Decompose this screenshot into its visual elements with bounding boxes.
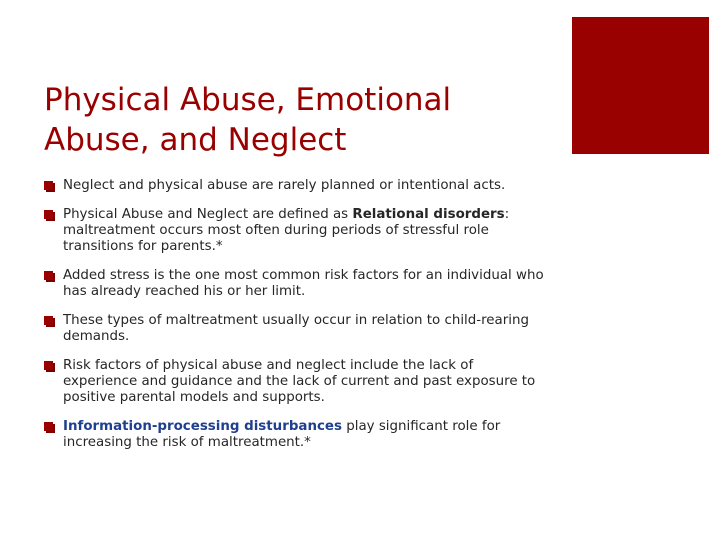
bullet-text: Risk factors of physical abuse and neglect include the lack of experience and guidance and the lack of current and past exposure to positive parental models and supports. [63, 358, 536, 405]
bullet-emphasis: Relational disorders [352, 207, 505, 222]
bullet-text-prefix: Physical Abuse and Neglect are defined as [63, 207, 353, 222]
slide-title-line-2: Abuse, and Neglect [44, 122, 347, 158]
bullet-item [44, 313, 544, 345]
bullet-item [44, 268, 544, 300]
bullet-text-suffix: play significant role for increasing the risk of maltreatment.* [63, 419, 501, 450]
bullet-item [44, 419, 544, 451]
square-bullet-icon [44, 181, 53, 190]
square-bullet-icon [44, 361, 53, 370]
bullet-text: Neglect and physical abuse are rarely planned or intentional acts. [63, 178, 506, 193]
square-bullet-icon [44, 210, 53, 219]
bullet-item [44, 207, 544, 255]
slide-title [44, 80, 564, 160]
accent-block [572, 17, 709, 154]
bullet-text: These types of maltreatment usually occur in relation to child-rearing demands. [63, 313, 529, 344]
slide-title-line-1: Physical Abuse, Emotional [44, 82, 452, 118]
square-bullet-icon [44, 422, 53, 431]
bullet-item [44, 358, 544, 406]
bullet-emphasis: Information-processing disturbances [63, 419, 342, 434]
square-bullet-icon [44, 316, 53, 325]
bullet-text: Added stress is the one most common risk factors for an individual who has already reached his or her limit. [63, 268, 544, 299]
bullet-list [44, 178, 544, 464]
square-bullet-icon [44, 271, 53, 280]
bullet-text-suffix: : maltreatment occurs most often during periods of stressful role transitions for parents.* [63, 207, 510, 254]
bullet-item [44, 178, 544, 194]
